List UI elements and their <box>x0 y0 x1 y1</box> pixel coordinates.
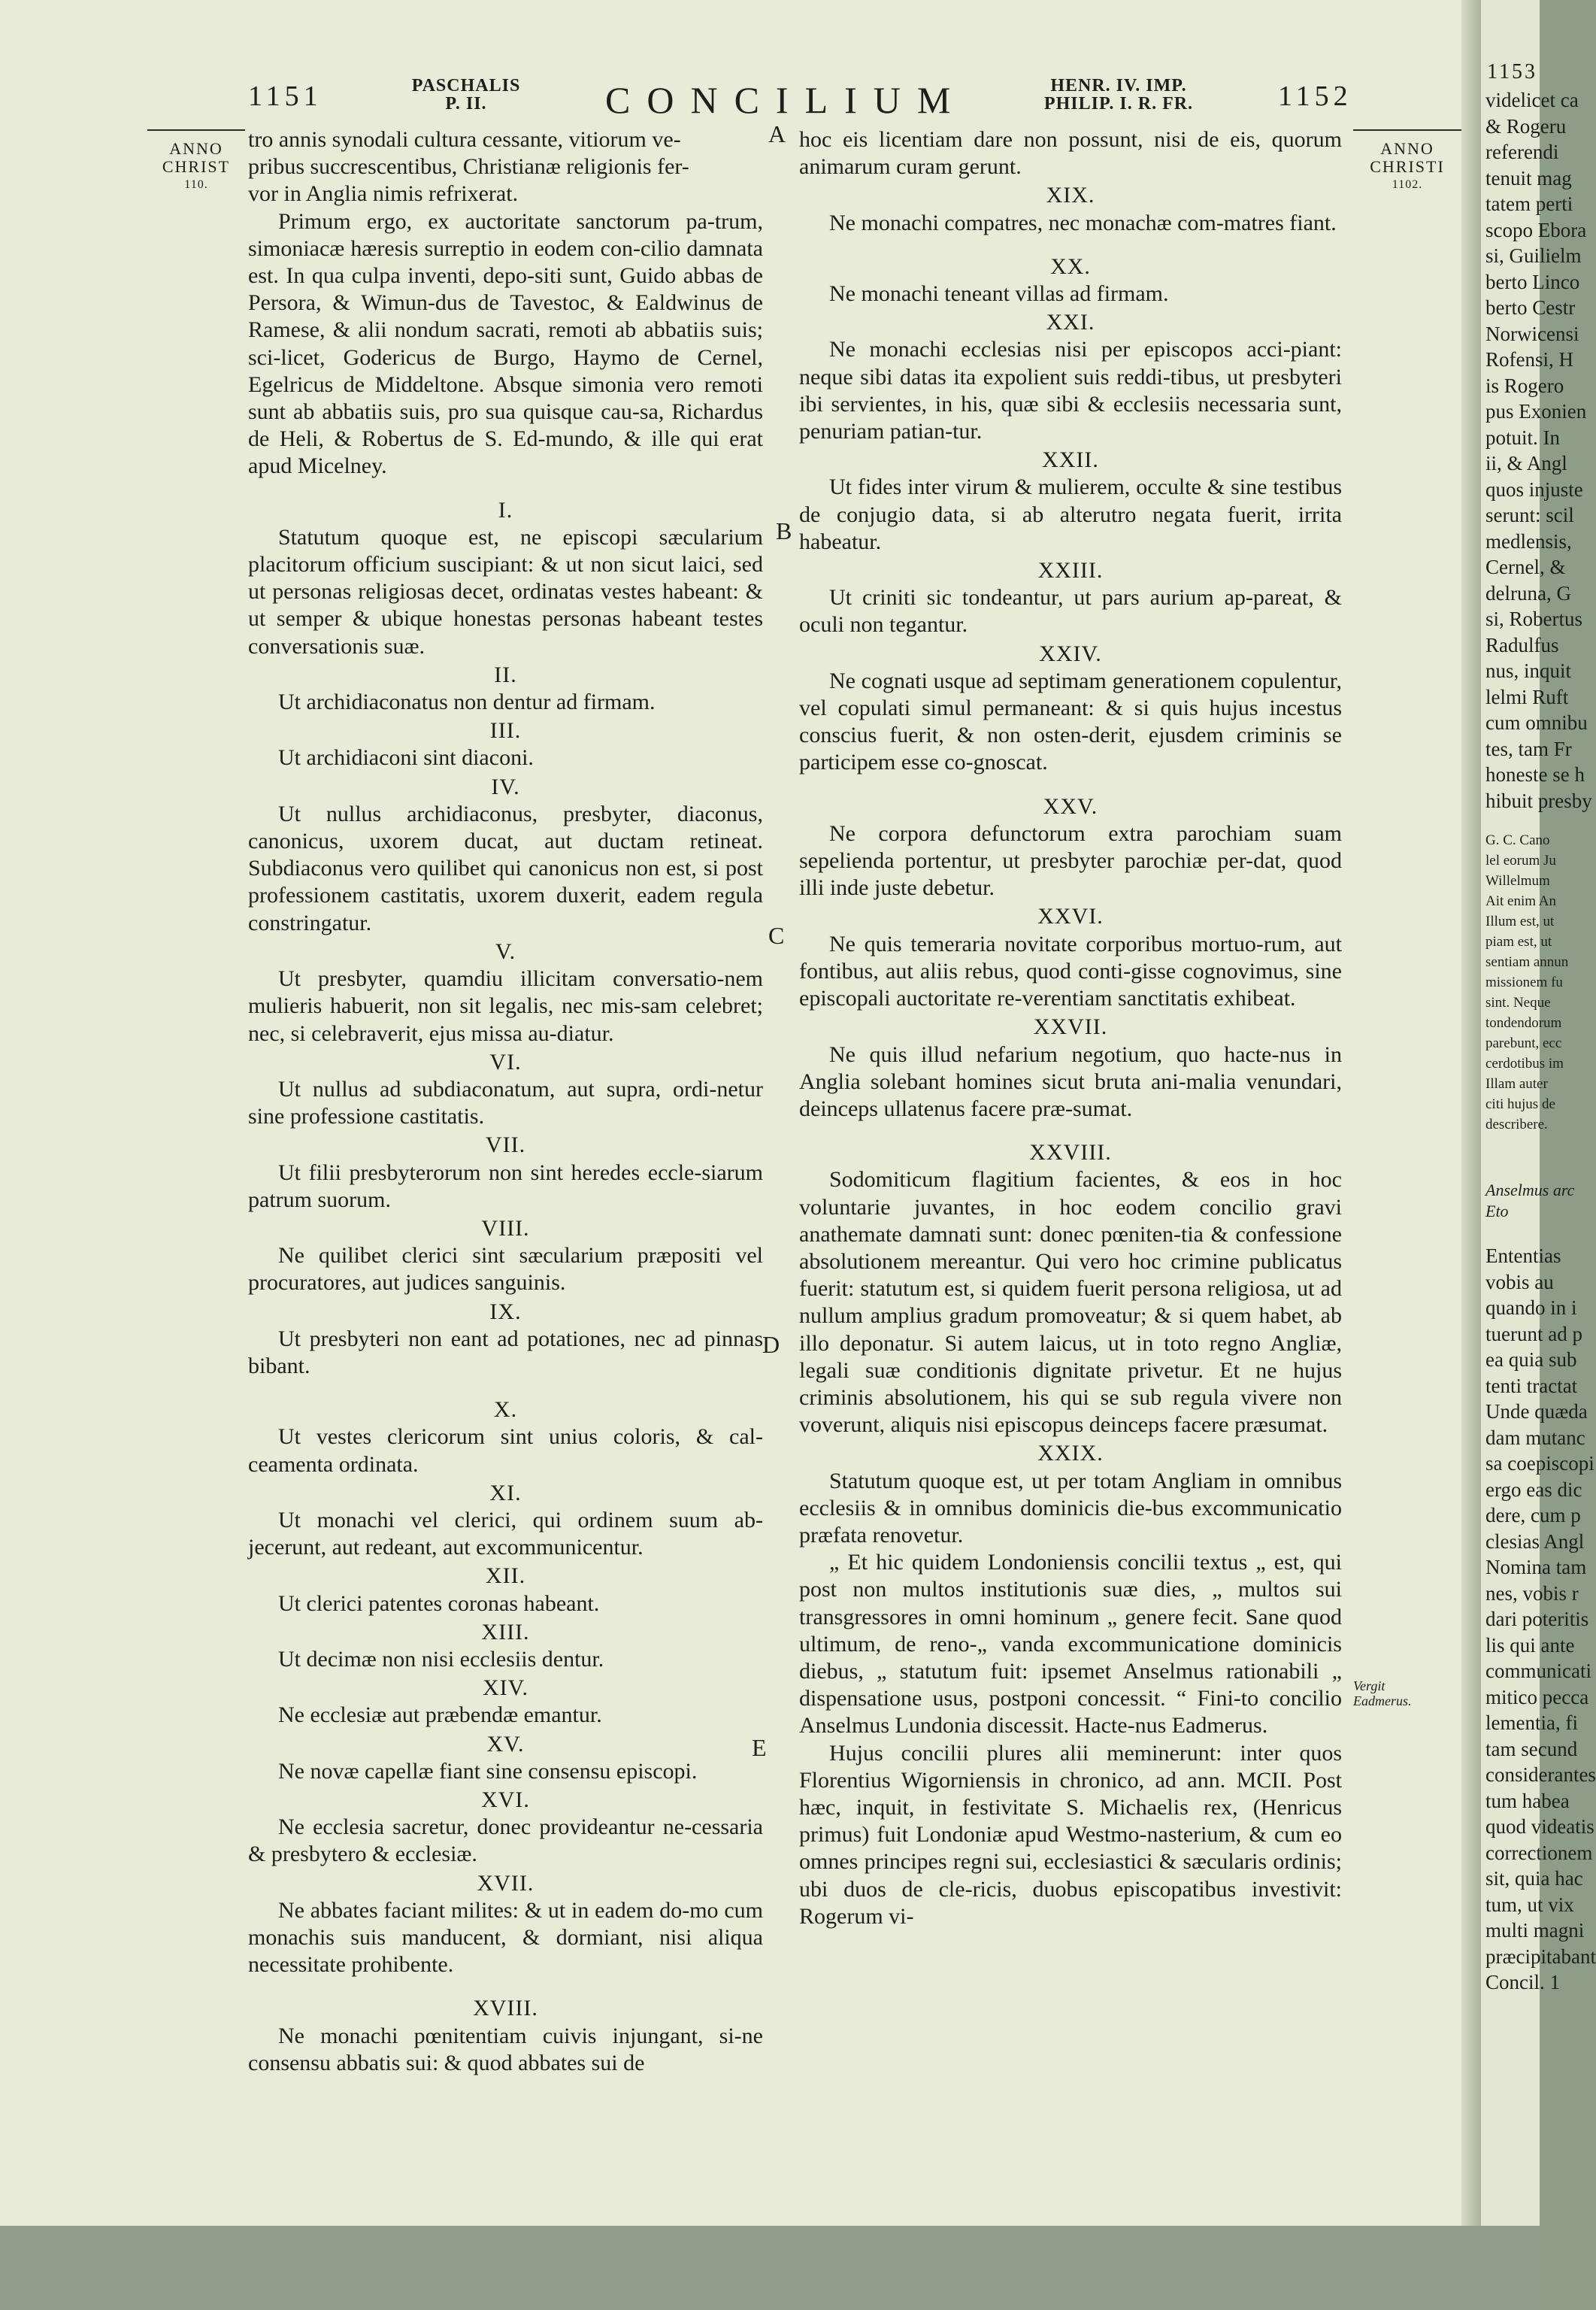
next-page-text-bottom <box>1481 1243 1596 1996</box>
article-number: XVII. <box>477 1870 535 1896</box>
next-page-line: mitico pecca <box>1485 1685 1589 1708</box>
article-number: XXVII. <box>1033 1014 1108 1040</box>
paragraph: Statutum quoque est, ne episcopi sæcularium placitorum officium suscipiant: & ut non sicut laici, sed ut personas religiosas decet, ordinatas vestes habeant: & ut semper & ubique honestas personas habeant testes conversationis suæ. <box>248 524 763 659</box>
next-page-number: 1153 <box>1487 60 1537 83</box>
paragraph: „ Et hic quidem Londoniensis concilii textus „ est, qui post non multos institutionis suæ dies, „ multos sui transgressores in omni hominum „ genere fecit. Sane quod ultimum, de reno-„ vanda excommunicatione dominicis diebus, „ statutum fuit: ipsemet Anselmus rationabili „ dispensatione usus, postponi concessit. “ Fini-to concilio Anselmus Lundonia discessit. Hacte-nus Eadmerus. <box>799 1550 1342 1739</box>
paragraph: Ne abbates faciant milites: & ut in eadem do-mo cum monachis suis manducent, & dormiant, nisi aliqua necessitate prohibente. <box>248 1897 763 1978</box>
paragraph: Ne monachi compatres, nec monachæ com-matres fiant. <box>829 210 1337 235</box>
next-page-line: sint. Neque <box>1485 995 1551 1011</box>
paragraph: Ut nullus ad subdiaconatum, aut supra, ordi-netur sine professione castitatis. <box>248 1076 763 1129</box>
next-page-line: sa coepiscopi <box>1485 1452 1594 1475</box>
side-note-eadmerus: Vergit Eadmerus. <box>1353 1678 1412 1708</box>
article-number: XXV. <box>1043 793 1098 819</box>
article-number: XII. <box>485 1563 526 1589</box>
article-number: XVI. <box>481 1787 530 1812</box>
article-number: IV. <box>491 774 520 799</box>
next-page-line: Norwicensi <box>1485 322 1579 345</box>
next-page-line: tatem perti <box>1485 192 1573 215</box>
next-page-line: serunt: scil <box>1485 504 1574 526</box>
right-running-head: HENR. IV. IMP. PHILIP. I. R. FR. <box>1043 76 1194 114</box>
next-page-line: sentiam annun <box>1485 954 1569 970</box>
paragraph: hoc eis licentiam dare non possunt, nisi de eis, quorum animarum curam gerunt. <box>799 127 1342 180</box>
left-page-number: 1151 <box>248 80 323 112</box>
next-page-line: tum habea <box>1485 1789 1570 1812</box>
paragraph: Hujus concilii plures alii meminerunt: inter quos Florentius Wigorniensis in chronico, ad ann. MCII. Post hæc, inquit, in festivitate S. Michaelis rex, (Henricus primus) fuit Londoniæ apud Westmo-nasterium, & cum eo omnes principes regni sui, ecclesiastici & sæcularis ordinis; ubi duos de cle-ricis, duobus episcopatibus investivit: Rogerum vi- <box>799 1740 1342 1929</box>
next-page-line: tuerunt ad p <box>1485 1322 1582 1345</box>
next-page-line: referendi <box>1485 141 1559 163</box>
page-title: CONCILIUM <box>605 79 968 121</box>
next-page-line: quando in i <box>1485 1296 1577 1319</box>
next-page-line: tum, ut vix <box>1485 1893 1574 1916</box>
next-page-line: piam est, ut <box>1485 934 1552 950</box>
next-page-line: medlensis, <box>1485 529 1572 553</box>
article-number: VII. <box>485 1132 526 1158</box>
article-number: X. <box>493 1397 518 1423</box>
next-page-line: communicati <box>1485 1660 1591 1682</box>
next-page-line: Illam auter <box>1485 1076 1548 1092</box>
paragraph: Ut presbyter, quamdiu illicitam conversatio-nem mulieris habuerit, non sit legalis, nec mis-sam celebret; nec, si celebraverit, ejus missa au-diatur. <box>248 966 763 1046</box>
paragraph: Statutum quoque est, ut per totam Angliam in omnibus ecclesiis & in omnibus dominicis die-bus excommunicatio præfata renovetur. <box>799 1468 1342 1548</box>
next-page-line: G. C. Cano <box>1485 832 1550 848</box>
next-page-line: videlicet ca <box>1485 89 1579 111</box>
book-gutter <box>1461 0 1481 2226</box>
next-page-line: sit, quia hac <box>1485 1867 1583 1890</box>
next-page-line: Concil. 1 <box>1485 1971 1560 1993</box>
paragraph: Ne monachi teneant villas ad firmam. <box>829 281 1169 307</box>
next-page-line: si, Robertus <box>1485 608 1583 630</box>
next-page-line: correctionem <box>1485 1841 1593 1864</box>
paragraph: Ne quis temeraria novitate corporibus mortuo-rum, aut fontibus, aut aliis rebus, quod conti-gisse cognovimus, sine episcopali auctoritate re-verentiam sanctitatis exhibeat. <box>799 931 1342 1011</box>
right-margin-year-note: ANNO CHRISTI 1102. <box>1370 139 1445 191</box>
next-page-line: cerdotibus im <box>1485 1056 1564 1072</box>
next-page-line: tondendorum <box>1485 1015 1562 1031</box>
next-page-line: nes, vobis r <box>1485 1581 1579 1605</box>
paragraph: Ne quis illud nefarium negotium, quo hacte-nus in Anglia solebant homines sicut bruta ani-malia venundari, deinceps ullatenus facere præ-sumat. <box>799 1041 1342 1121</box>
paragraph: Ne novæ capellæ fiant sine consensu episcopi. <box>278 1758 698 1784</box>
next-page-line: tam secund <box>1485 1737 1578 1760</box>
next-page-line: considerantes <box>1485 1763 1596 1786</box>
section-letter-b: B <box>776 517 792 544</box>
next-page-line: dere, cum p <box>1485 1504 1581 1526</box>
article-number: XX. <box>1050 253 1091 279</box>
article-number: IX. <box>489 1299 522 1324</box>
article-number: VI. <box>489 1049 522 1075</box>
next-page-line: multi magni <box>1485 1919 1585 1942</box>
next-page-italic-heading <box>1481 1180 1575 1222</box>
paragraph: Ne ecclesia sacretur, donec provideantur ne-cessaria & presbytero & ecclesiæ. <box>248 1814 763 1867</box>
paragraph: Ut clerici patentes coronas habeant. <box>278 1590 600 1616</box>
article-number: V. <box>495 938 516 964</box>
next-page-line: Ait enim An <box>1485 893 1556 909</box>
next-page-line: quos injuste <box>1485 477 1583 501</box>
next-page-line: Unde quæda <box>1485 1400 1588 1423</box>
article-number: II. <box>494 662 517 687</box>
left-margin-rule <box>147 129 245 131</box>
next-page-line: lel eorum Ju <box>1485 853 1556 869</box>
left-running-head: PASCHALIS P. II. <box>411 76 521 114</box>
next-page-text-top <box>1481 87 1592 814</box>
next-page-line: Illum est, ut <box>1485 914 1555 929</box>
article-number: XXIII. <box>1037 558 1104 584</box>
next-page-line: is Rogero <box>1485 374 1564 397</box>
next-page-line: missionem fu <box>1485 975 1563 990</box>
paragraph: Ne quilibet clerici sint sæcularium præpositi vel procuratores, aut judices sanguinis. <box>248 1243 763 1296</box>
next-page-line: lelmi Ruft <box>1485 685 1569 708</box>
next-page-line: Radulfus <box>1485 633 1559 656</box>
next-page-line: ergo eas dic <box>1485 1478 1582 1501</box>
article-number: XV. <box>486 1731 525 1757</box>
article-number: XXVIII. <box>1029 1140 1112 1166</box>
left-margin-year-note: ANNO CHRIST 110. <box>162 139 231 191</box>
page-header <box>0 72 1461 125</box>
next-page-line: & Rogeru <box>1485 114 1567 138</box>
next-page-line: Eto <box>1485 1202 1509 1220</box>
article-number: XXIX. <box>1037 1441 1104 1466</box>
next-page-line: dam mutanc <box>1485 1426 1585 1449</box>
next-page-line: si, Guilielm <box>1485 244 1582 267</box>
next-page-notes <box>1481 830 1569 1135</box>
next-page-line: tenuit mag <box>1485 166 1572 189</box>
paragraph: Ne ecclesiæ aut præbendæ emantur. <box>278 1702 602 1728</box>
next-page-line: Rofensi, H <box>1485 348 1573 371</box>
article-number: XIII. <box>481 1619 530 1645</box>
next-page-line: honeste se h <box>1485 763 1585 786</box>
article-number: XXII. <box>1042 447 1099 473</box>
paragraph: Ut presbyteri non eant ad potationes, nec ad pinnas bibant. <box>248 1326 763 1378</box>
article-number: XXVI. <box>1037 904 1104 929</box>
next-page-line: delruna, G <box>1485 581 1571 605</box>
right-page-number: 1152 <box>1278 80 1352 112</box>
next-page-line: pus Exonien <box>1485 400 1587 423</box>
next-page-line: ii, & Angl <box>1485 452 1567 474</box>
next-page-line: tenti tractat <box>1485 1374 1578 1397</box>
paragraph: Ut decimæ non nisi ecclesiis dentur. <box>278 1646 604 1672</box>
left-text-column <box>248 126 763 2077</box>
next-page-line: parebunt, ecc <box>1485 1035 1562 1051</box>
next-page-line: citi hujus de <box>1485 1096 1555 1112</box>
next-page-line: vobis au <box>1485 1270 1554 1293</box>
next-page-line: berto Linco <box>1485 270 1580 293</box>
next-page-line: Willelmum <box>1485 873 1550 889</box>
next-page-line: berto Cestr <box>1485 296 1576 319</box>
section-letter-d: D <box>762 1331 780 1358</box>
article-number: XVIII. <box>473 1996 538 2021</box>
paragraph: pribus succrescentibus, Christianæ religionis fer- <box>248 154 689 180</box>
section-letter-e: E <box>752 1734 767 1761</box>
next-page-line: cum omnibu <box>1485 711 1588 734</box>
scan-background <box>0 2226 1540 2310</box>
next-page-line: dari poteritis <box>1485 1608 1589 1630</box>
paragraph: vor in Anglia nimis refrixerat. <box>248 181 519 207</box>
paragraph: Ut criniti sic tondeantur, ut pars aurium ap-pareat, & oculi non tegantur. <box>799 585 1342 638</box>
article-number: XIV. <box>483 1675 528 1701</box>
next-page-line: quod videatis <box>1485 1815 1594 1838</box>
next-page-line: Cernel, & <box>1485 556 1566 578</box>
next-page-line: tes, tam Fr <box>1485 737 1572 760</box>
paragraph: Ut archidiaconi sint diaconi. <box>278 745 534 771</box>
next-page-edge <box>1481 0 1596 2226</box>
next-page-line: lis qui ante <box>1485 1633 1575 1657</box>
right-text-column <box>799 126 1342 1930</box>
paragraph: Ut archidiaconatus non dentur ad firmam. <box>278 690 656 715</box>
article-number: VIII. <box>481 1215 530 1241</box>
next-page-line: lementia, fi <box>1485 1711 1578 1734</box>
next-page-line: Ententias <box>1485 1244 1561 1267</box>
article-number: III. <box>489 718 522 744</box>
next-page-line: hibuit presby <box>1485 789 1592 812</box>
paragraph: tro annis synodali cultura cessante, vitiorum ve- <box>248 127 681 152</box>
paragraph: Ut vestes clericorum sint unius coloris, & cal-ceamenta ordinata. <box>248 1424 763 1477</box>
paragraph: Ne corpora defunctorum extra parochiam suam sepelienda portentur, ut presbyter parochiæ per-dat, quod illi inde juste debetur. <box>799 820 1342 901</box>
next-page-line: nus, inquit <box>1485 659 1572 682</box>
paragraph: Ut filii presbyterorum non sint heredes eccle-siarum patrum suorum. <box>248 1160 763 1212</box>
paragraph: Ut fides inter virum & mulierem, occulte & sine testibus de conjugio data, si ab alterutro negata fuerit, irrita habeatur. <box>799 474 1342 554</box>
section-letter-a: A <box>768 120 786 147</box>
next-page-line: Nomina tam <box>1485 1556 1587 1578</box>
next-page-line: ea quia sub <box>1485 1348 1577 1371</box>
next-page-line: potuit. In <box>1485 426 1560 449</box>
article-number: XXI. <box>1046 310 1095 335</box>
next-page-line: Anselmus arc <box>1485 1181 1575 1199</box>
paragraph: Sodomiticum flagitium facientes, & eos in hoc voluntarie juvantes, in hoc eodem concilio gravi anathemate damnati sunt: donec pœniten-tia & confessione absolutionem mereantur. Qui vero hoc crimine publicatus fuerit: statutum est, si quidem fuerit persona religiosa, ut ad nullum amplius gradum promoveatur; & si quem habet, ab illo deponatur. Si autem laicus, ut in toto regno Angliæ, legali suæ conditionis dignitate privetur. Et ne hujus criminis absolutionem, his qui se sub regula vivere non voverunt, aliquis nisi episcopus deinceps facere præsumat. <box>799 1167 1342 1438</box>
paragraph: Ne monachi ecclesias nisi per episcopos acci-piant: neque sibi datas ita expolient suis reddi-tibus, ut presbyteri ibi servientes, in his, quæ sibi & ecclesiis necessaria sunt, penuriam patian-tur. <box>799 337 1342 444</box>
article-number: XI. <box>489 1480 522 1505</box>
next-page-line: scopo Ebora <box>1485 218 1587 241</box>
paragraph: Ne monachi pœnitentiam cuivis injungant, si-ne consensu abbatis sui: & quod abbates sui de <box>248 2023 763 2075</box>
article-number: I. <box>498 497 513 523</box>
paragraph: Ne cognati usque ad septimam generationem copulentur, vel copulati simul permaneant: & si quis hujus incestus conscius fuerit, & non osten-derit, ejusdem criminis se participem esse co-gnoscat. <box>799 668 1342 775</box>
section-letter-c: C <box>768 922 785 949</box>
paragraph: Ut nullus archidiaconus, presbyter, diaconus, canonicus, uxorem ducat, aut ductam retineat. Subdiaconus vero quilibet qui canonicus non est, si post professionem castitatis, uxorem duxerit, eadem regula constringatur. <box>248 801 763 935</box>
right-margin-rule <box>1353 129 1461 131</box>
paragraph: Primum ergo, ex auctoritate sanctorum pa-trum, simoniacæ hæresis surreptio in eodem con-cilio damnata est. In qua culpa inventi, depo-siti sunt, Guido abbas de Persora, & Wimun-dus de Tavestoc, & Ealdwinus de Ramese, & alii nondum sacrati, remoti ab abbatiis suis; sci-licet, Godericus de Burgo, Haymo de Cernel, Egelricus de Middeltone. Absque simonia vero remoti sunt ab abbatiis suis, pro sua quisque cau-sa, Richardus de Heli, & Robertus de S. Ed-mundo, & ille qui erat apud Micelney. <box>248 208 763 479</box>
article-number: XIX. <box>1046 183 1095 208</box>
article-number: XXIV. <box>1039 641 1102 666</box>
next-page-line: præcipitabant <box>1485 1945 1596 1968</box>
next-page-line: describere. <box>1485 1117 1548 1132</box>
next-page-line: clesias Angl <box>1485 1529 1585 1553</box>
paragraph: Ut monachi vel clerici, qui ordinem suum ab-jecerunt, aut redeant, aut excommunicentur. <box>248 1507 763 1560</box>
